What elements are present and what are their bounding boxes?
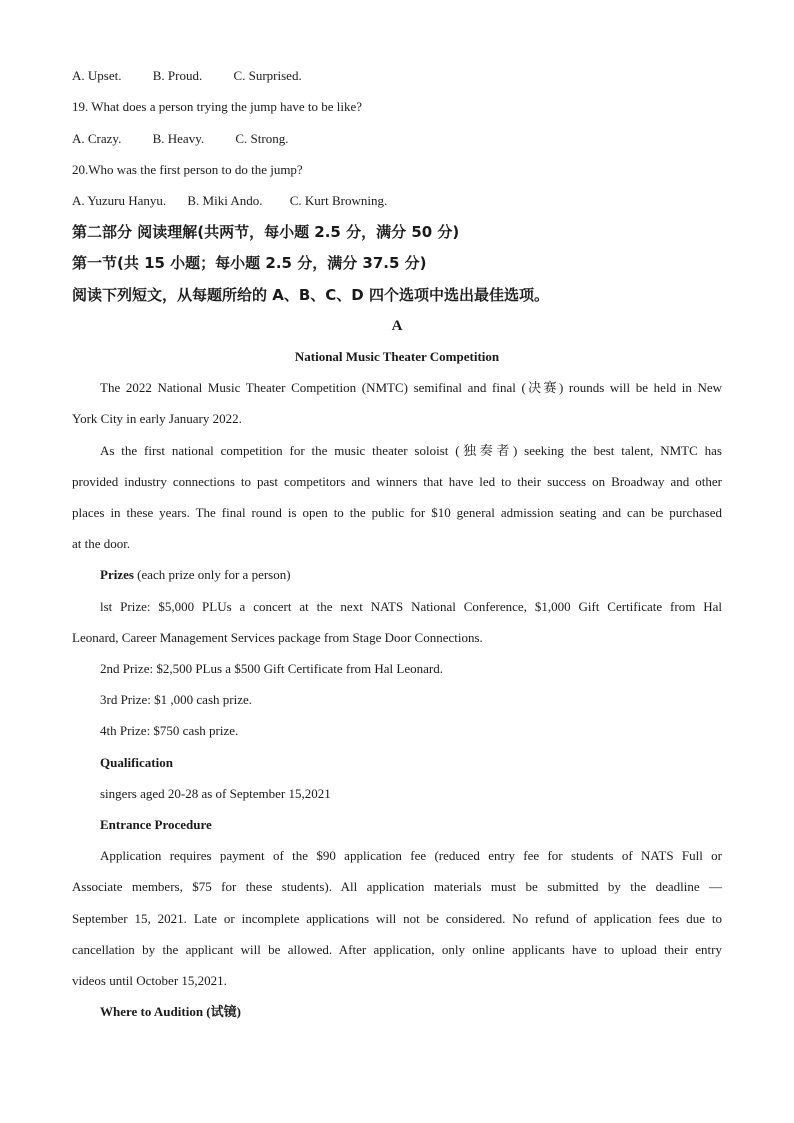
prizes-heading: Prizes	[100, 567, 134, 582]
q20-option-b[interactable]: B. Miki Ando.	[187, 193, 263, 208]
prize-2: 2nd Prize: $2,500 PLus a $500 Gift Certificate from Hal Leonard.	[100, 661, 443, 676]
audition-heading: Where to Audition (试镜)	[100, 1004, 241, 1019]
entrance-line-3: September 15, 2021. Late or incomplete applications will not be considered. No refund of application fees due to	[72, 911, 722, 926]
q20-option-c[interactable]: C. Kurt Browning.	[289, 193, 388, 208]
prize-1-line-2: Leonard, Career Management Services package from Stage Door Connections.	[72, 630, 483, 645]
q18-option-c[interactable]: C. Surprised.	[233, 68, 302, 83]
q18-option-b[interactable]: B. Proud.	[152, 68, 203, 83]
paragraph-2-line-1: As the first national competition for the music theater soloist (独奏者) seeking the best talent, NMTC has	[100, 443, 722, 458]
entrance-heading: Entrance Procedure	[100, 817, 212, 832]
part2-heading: 第二部分 阅读理解(共两节，每小题 2.5 分，满分 50 分)	[72, 223, 460, 241]
entrance-line-2: Associate members, $75 for these students). All application materials must be submitted by the deadline —	[72, 879, 722, 894]
subsection1-heading: 第一节(共 15 小题；每小题 2.5 分，满分 37.5 分)	[72, 254, 427, 272]
q20-question: 20.Who was the first person to do the jump?	[72, 162, 303, 177]
paragraph-2-line-4: at the door.	[72, 536, 131, 551]
entrance-line-5: videos until October 15,2021.	[72, 973, 227, 988]
q19-question: 19. What does a person trying the jump have to be like?	[72, 99, 363, 114]
prize-4: 4th Prize: $750 cash prize.	[100, 723, 239, 738]
reading-instruction: 阅读下列短文，从每题所给的 A、B、C、D 四个选项中选出最佳选项。	[72, 286, 549, 304]
q18-options	[72, 66, 722, 86]
qualification-text: singers aged 20-28 as of September 15,2021	[100, 786, 331, 801]
passage-letter: A	[391, 318, 403, 334]
prize-3: 3rd Prize: $1 ,000 cash prize.	[100, 692, 252, 707]
qualification-heading: Qualification	[100, 755, 173, 770]
q19-option-a[interactable]: A. Crazy.	[72, 131, 122, 146]
q20-option-a[interactable]: A. Yuzuru Hanyu.	[72, 193, 167, 208]
entrance-line-1: Application requires payment of the $90 application fee (reduced entry fee for students of NATS Full or	[100, 848, 722, 863]
prizes-note: (each prize only for a person)	[133, 567, 291, 582]
paragraph-2-line-2: provided industry connections to past competitors and winners that have led to their success on Broadway and other	[72, 474, 722, 489]
q18-option-a[interactable]: A. Upset.	[72, 68, 122, 83]
passage-title: National Music Theater Competition	[294, 349, 500, 364]
q19-option-c[interactable]: C. Strong.	[235, 131, 289, 146]
paragraph-2-line-3: places in these years. The final round is open to the public for $10 general admission seating and can be purchased	[72, 505, 722, 520]
prize-1-line-1: lst Prize: $5,000 PLUs a concert at the next NATS National Conference, $1,000 Gift Certificate from Hal	[100, 599, 722, 614]
paragraph-1-line-2: York City in early January 2022.	[72, 411, 242, 426]
q19-option-b[interactable]: B. Heavy.	[152, 131, 205, 146]
prizes-line	[100, 565, 722, 585]
q19-options	[72, 129, 722, 149]
q20-options	[72, 191, 722, 211]
entrance-line-4: cancellation by the applicant will be allowed. After application, only online applicants have to upload their entry	[72, 942, 722, 957]
paragraph-1-line-1: The 2022 National Music Theater Competition (NMTC) semifinal and final (决赛) rounds will be held in New	[100, 380, 722, 395]
